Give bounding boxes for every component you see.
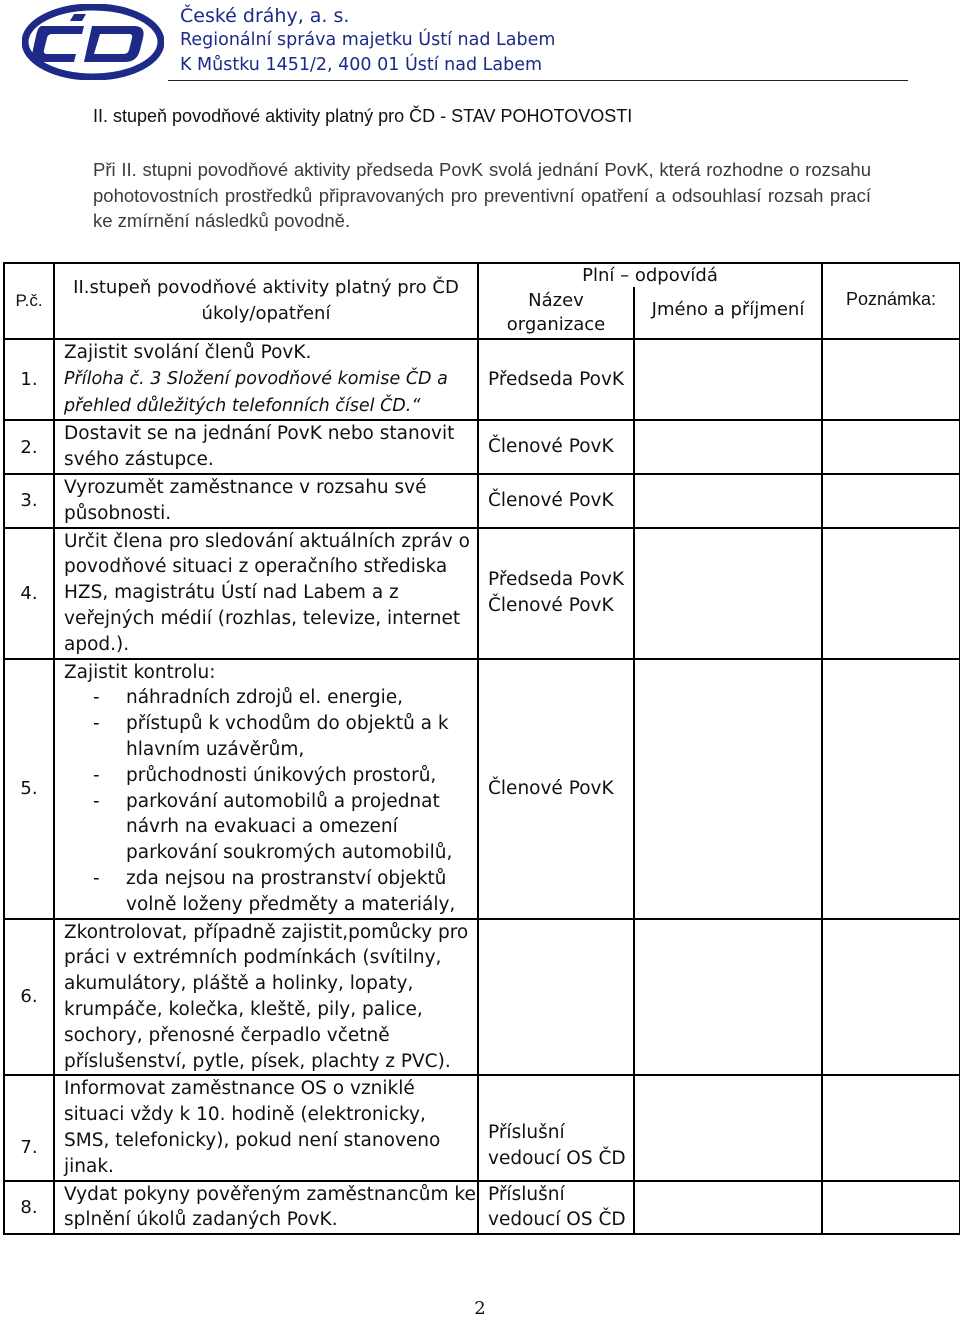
page-number: 2 bbox=[474, 1298, 486, 1319]
row-org bbox=[478, 528, 634, 659]
row-task: Vydat pokyny pověřeným zaměstnancům ke splnění úkolů zadaných PovK. bbox=[54, 1181, 478, 1235]
row-person bbox=[634, 339, 822, 420]
row-number: 4. bbox=[4, 528, 54, 659]
table-row bbox=[4, 474, 960, 528]
row-person bbox=[634, 1181, 822, 1235]
list-item: - průchodnosti únikových prostorů, bbox=[93, 764, 437, 786]
row-person bbox=[634, 420, 822, 474]
row-note bbox=[822, 1181, 960, 1235]
list-item: - náhradních zdrojů el. energie, bbox=[93, 687, 404, 709]
row-task bbox=[54, 339, 478, 420]
tasks-table bbox=[3, 262, 960, 1235]
row-number: 2. bbox=[4, 420, 54, 474]
row-note bbox=[822, 919, 960, 1076]
row-task: Zkontrolovat, případně zajistit,pomůcky pro práci v extrémních podmínkách (svítilny, akumulátory, pláště a holinky, lopaty, krumpáče, kolečka, kleště, pily, palice, sochory, přenosné čerpadlo včetně příslušenství, pytle, písek, plachty z PVC). bbox=[54, 919, 478, 1076]
org-line: vedoucí OS ČD bbox=[488, 1147, 626, 1169]
table-row bbox=[4, 1075, 960, 1180]
header-person: Jméno a příjmení bbox=[634, 287, 822, 339]
header-org bbox=[478, 287, 634, 339]
intro-paragraph: Při II. stupni povodňové aktivity předseda PovK svolá jednání PovK, která rozhodne o rozsahu pohotovostních prostředků připravovaných pro preventivní opatření a odsouhlasí rozsah prací ke zmírnění následků povodně. bbox=[93, 159, 871, 231]
row-org: Členové PovK bbox=[478, 659, 634, 919]
row-org: Předseda PovK bbox=[478, 339, 634, 420]
header-responsible: Plní – odpovídá bbox=[478, 263, 822, 287]
row-note bbox=[822, 339, 960, 420]
table-row bbox=[4, 528, 960, 659]
row-task: Vyrozumět zaměstnance v rozsahu své působnosti. bbox=[54, 474, 478, 528]
header-org-line1: Název bbox=[528, 289, 584, 311]
cd-logo bbox=[22, 4, 164, 80]
row-task: Dostavit se na jednání PovK nebo stanovit svého zástupce. bbox=[54, 420, 478, 474]
list-item: - zda nejsou na prostranství objektů volně loženy předměty a materiály, bbox=[93, 867, 456, 915]
org-line: Příslušní bbox=[488, 1121, 565, 1143]
task-text: Zajistit svolání členů PovK. bbox=[64, 342, 312, 363]
row-org bbox=[478, 919, 634, 1076]
table-row bbox=[4, 339, 960, 420]
header-task-line2: úkoly/opatření bbox=[201, 303, 331, 324]
row-org bbox=[478, 1075, 634, 1180]
table-row bbox=[4, 1181, 960, 1235]
table-row bbox=[4, 919, 960, 1076]
task-attachment-ref: Příloha č. 3 Složení povodňové komise ČD a přehled důležitých telefonních čísel ČD.“ bbox=[64, 368, 448, 416]
header-note: Poznámka: bbox=[822, 263, 960, 339]
header-task bbox=[54, 263, 478, 339]
row-task: Určit člena pro sledování aktuálních zpráv o povodňové situaci z operačního střediska HZS, magistrátu Ústí nad Labem a z veřejných médií (rozhlas, televize, internet apod.). bbox=[54, 528, 478, 659]
org-line: Členové PovK bbox=[488, 595, 614, 617]
row-org: Členové PovK bbox=[478, 474, 634, 528]
org-line: Předseda PovK bbox=[488, 569, 625, 591]
org-line: vedoucí OS ČD bbox=[488, 1209, 626, 1231]
row-note bbox=[822, 1075, 960, 1180]
org-line: Příslušní bbox=[488, 1183, 565, 1205]
row-person bbox=[634, 659, 822, 919]
row-org bbox=[478, 1181, 634, 1235]
organization-block bbox=[180, 4, 555, 78]
row-person bbox=[634, 919, 822, 1076]
header-divider bbox=[168, 80, 908, 81]
header-org-line2: organizace bbox=[506, 313, 606, 335]
row-number: 5. bbox=[4, 659, 54, 919]
header-num: P.č. bbox=[4, 263, 54, 339]
row-number: 3. bbox=[4, 474, 54, 528]
task-text: Zajistit kontrolu: bbox=[64, 661, 216, 683]
table-row bbox=[4, 420, 960, 474]
unit-name: Regionální správa majetku Ústí nad Labem bbox=[180, 30, 556, 50]
row-person bbox=[634, 528, 822, 659]
document-title: II. stupeň povodňové aktivity platný pro ČD - STAV POHOTOVOSTI bbox=[93, 106, 633, 126]
row-person bbox=[634, 1075, 822, 1180]
row-note bbox=[822, 528, 960, 659]
table-row bbox=[4, 659, 960, 919]
row-org: Členové PovK bbox=[478, 420, 634, 474]
row-number: 1. bbox=[4, 339, 54, 420]
row-note bbox=[822, 474, 960, 528]
list-item: - přístupů k vchodům do objektů a k hlavním uzávěrům, bbox=[93, 713, 449, 760]
list-item: - parkování automobilů a projednat návrh na evakuaci a omezení parkování soukromých automobilů, bbox=[93, 790, 453, 864]
company-name: České dráhy, a. s. bbox=[180, 5, 350, 27]
row-person bbox=[634, 474, 822, 528]
row-number: 7. bbox=[4, 1075, 54, 1180]
row-task bbox=[54, 659, 478, 919]
header-task-line1: II.stupeň povodňové aktivity platný pro ČD bbox=[73, 277, 459, 298]
row-number: 8. bbox=[4, 1181, 54, 1235]
address: K Můstku 1451/2, 400 01 Ústí nad Labem bbox=[180, 55, 543, 75]
row-note bbox=[822, 420, 960, 474]
row-task: Informovat zaměstnance OS o vzniklé situaci vždy k 10. hodině (elektronicky, SMS, telefonicky), pokud není stanoveno jinak. bbox=[54, 1075, 478, 1180]
row-number: 6. bbox=[4, 919, 54, 1076]
row-note bbox=[822, 659, 960, 919]
checklist bbox=[64, 685, 477, 917]
